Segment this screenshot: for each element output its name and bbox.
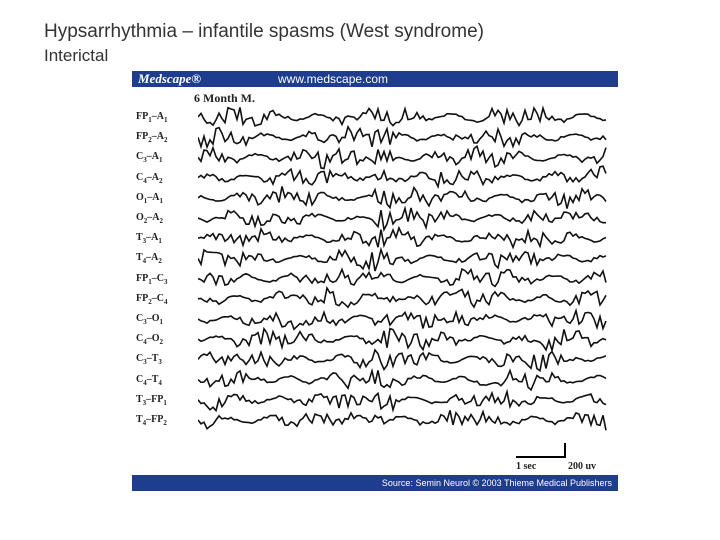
medscape-url: www.medscape.com (278, 72, 389, 86)
medscape-banner (132, 71, 618, 87)
eeg-trace (198, 370, 606, 390)
eeg-figure (132, 71, 618, 491)
source-footer (132, 475, 618, 491)
eeg-trace (198, 108, 606, 127)
eeg-trace (198, 410, 606, 430)
channel-label: $C_3-O_1$ (136, 313, 164, 326)
channel-label: $C_4-O_2$ (136, 333, 164, 347)
eeg-trace (198, 166, 606, 186)
channel-label: $C_3-T_3$ (136, 353, 162, 367)
channel-label: $FP_2-A_2$ (136, 131, 168, 145)
medscape-logo: Medscape® (138, 71, 202, 86)
eeg-trace (198, 350, 606, 371)
channel-label: $C_4-T_4$ (136, 373, 162, 387)
channel-label: $C_3-A_1$ (136, 151, 163, 165)
eeg-trace (198, 228, 606, 247)
channel-label: $T_4-FP_2$ (136, 414, 167, 427)
slide-subtitle: Interictal (44, 46, 109, 65)
eeg-traces (198, 101, 614, 451)
channel-label: $C_4-A_2$ (136, 171, 163, 185)
channel-label: $O_1-A_1$ (136, 191, 164, 205)
channel-label: $T_3-FP_1$ (136, 393, 167, 407)
case-label: 6 Month M. (194, 91, 255, 105)
slide-title: Hypsarrhythmia – infantile spasms (West syndrome) (44, 21, 484, 42)
eeg-trace (198, 288, 606, 307)
channel-label: $T_4-A_2$ (136, 252, 162, 266)
channel-label: $O_2-A_2$ (136, 212, 164, 225)
channel-label: $T_3-A_1$ (136, 232, 162, 246)
channel-label: $FP_1-A_1$ (136, 111, 168, 124)
channel-label: $FP_1-C_3$ (136, 272, 168, 286)
eeg-trace (198, 146, 606, 168)
eeg-trace (198, 392, 606, 411)
eeg-trace (198, 250, 606, 271)
eeg-trace (198, 208, 606, 230)
eeg-trace (198, 127, 606, 147)
source-credit: Source: Semin Neurol © 2003 Thieme Medical Publishers (381, 478, 612, 488)
amplitude-scale-label: 200 uv (568, 461, 597, 472)
time-scale-label: 1 sec (516, 461, 537, 472)
eeg-trace (198, 186, 606, 208)
channel-label: $FP_2-C_4$ (136, 292, 168, 306)
time-scale-bar (516, 456, 566, 458)
eeg-trace (198, 269, 606, 286)
eeg-trace (198, 311, 606, 330)
eeg-trace (198, 329, 606, 351)
